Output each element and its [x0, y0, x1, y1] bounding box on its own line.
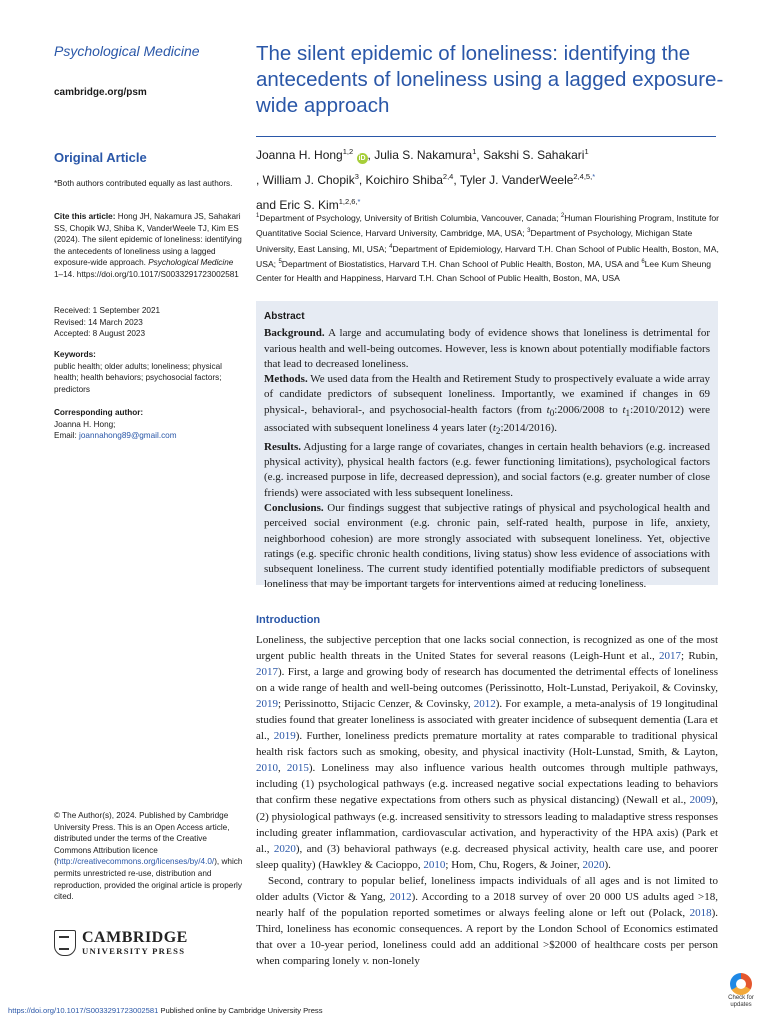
article-dates [54, 305, 244, 340]
author-name: Joanna H. Hong [256, 148, 343, 162]
body-text: Second, contrary to popular belief, loneliness impacts individuals of all ages and is not limited to older adults (Victor & Yang, [256, 874, 718, 903]
affiliation-superscript: 2 [560, 213, 565, 219]
citation-year-link[interactable]: 2017 [659, 650, 682, 663]
accepted-date: Accepted: 8 August 2023 [54, 329, 146, 339]
citation-pages: 1–14. [54, 269, 75, 279]
t2-symbol: t [492, 422, 496, 435]
keywords-block [54, 349, 244, 395]
body-text: ; Perissinotto, Stijacic Cenzer, & Covinsky, [278, 698, 474, 711]
citation-year-link[interactable]: 2015 [286, 762, 309, 775]
citation-year-link[interactable]: 2010 [256, 762, 278, 775]
citation-year-link[interactable]: 2009 [689, 794, 712, 807]
corresponding-star[interactable]: * [357, 197, 361, 206]
affiliation-text: Department of Psychology, Michigan State University, East Lansing, MI, USA; [256, 228, 693, 254]
crest-icon [54, 930, 76, 956]
affiliation-superscript: 3 [527, 228, 531, 235]
citation-block [54, 211, 244, 281]
license-link[interactable]: http://creativecommons.org/licenses/by/4.0/ [56, 857, 215, 867]
t1-subscript: 1 [625, 407, 631, 418]
author-superscript: 2,4,5, [573, 172, 593, 181]
t0-symbol: t [546, 403, 550, 416]
corresponding-author-email [54, 430, 244, 442]
body-text: ). For example, a meta-analysis of 19 longitudinal studies found that greater loneliness is associated with greater incidence of subsequent dementia (Lara et al., [256, 698, 719, 743]
citation-year-link[interactable]: 2019 [256, 698, 278, 711]
journal-name[interactable]: Psychological Medicine [54, 43, 200, 59]
methods-text-d: :2014/2016). [500, 422, 557, 435]
body-text: ). Further, loneliness predicts premature mortality at rates comparable to traditional physical health risk factors such as smoking, obesity, and physical inactivity (Holt-Lunstad, Smith, & Layton, [256, 730, 718, 759]
author-name: William J. Chopik [262, 173, 355, 187]
citation-doi[interactable]: https://doi.org/10.1017/S0033291723002581 [76, 269, 239, 279]
affiliation-text: Department of Epidemiology, Harvard T.H. Chan School of Public Health, Boston, MA, USA; [256, 243, 719, 270]
email-link[interactable]: joannahong89@gmail.com [79, 431, 177, 441]
t2-subscript: 2 [495, 426, 501, 437]
check-for-updates-line2: updates [730, 1002, 752, 1008]
affiliation-text: Department of Biostatistics, Harvard T.H. Chan School of Public Health, Boston, MA, USA and [281, 259, 642, 270]
author-superscript: 1 [584, 147, 589, 156]
methods-label: Methods. [264, 373, 308, 386]
citation-year-link[interactable]: 2010 [423, 858, 446, 871]
citation-year-link[interactable]: 2020 [273, 842, 296, 855]
citation-year-link[interactable]: 2019 [273, 730, 296, 743]
article-title: The silent epidemic of loneliness: identifying the antecedents of loneliness using a lagged exposure-wide approach [256, 42, 724, 117]
page-footer [8, 1006, 323, 1015]
citation-year-link[interactable]: 2012 [389, 890, 412, 903]
author-superscript: 3 [354, 172, 359, 181]
body-text: ). Loneliness may also influence various health outcomes through multiple pathways, including (1) psychological pathways (e.g. increased negative social expectations leading to behaviors that confirm these negative expectations from others such as physical distancing) (Newall et al., [256, 762, 718, 807]
methods-text-a: We used data from the Health and Retirement Study to prospectively evaluate a wide array of candidate predictors of subsequent loneliness. Importantly, we examined if changes in 69 physical-, behavioral-, and psychosocial-health factors (from [264, 373, 710, 416]
check-for-updates-line1: Check for [728, 995, 754, 1001]
conclusions-text: Our findings suggest that subjective ratings of physical and psychological health and perceived social environment (e.g. chronic pain, self-rated health, purpose in life, anxiety, neighborhood cohesion) are more strongly associated with subsequent loneliness. Yet, objective ratings (e.g. specific chronic health conditions, living status) show less evidence of associations with subsequent loneliness. The current study identified potentially modifiable predictors of subsequent loneliness that may be important targets for interventions aimed at reducing loneliness. [264, 501, 710, 591]
methods-text-c: :2010/2012) were associated with subsequent loneliness 4 years later ( [264, 403, 711, 435]
revised-date: Revised: 14 March 2023 [54, 317, 143, 327]
italic-text: v. [362, 954, 370, 967]
corresponding-author-name: Joanna H. Hong; [54, 419, 116, 429]
citation-year-link[interactable]: 2018 [689, 906, 712, 919]
author-name: Julia S. Nakamura [374, 148, 473, 162]
abstract-heading: Abstract [264, 311, 305, 322]
intro-paragraph-2 [256, 873, 718, 969]
check-for-updates-icon [730, 973, 752, 995]
body-text: ; Rubin, [681, 650, 718, 663]
body-text: ), and (3) behavioral pathways (e.g. decreased physical activity, health care use, and poorer sleep quality) (Hawkley & Cacioppo, [256, 842, 718, 871]
affiliation-superscript: 1 [256, 213, 260, 219]
corresponding-author-block [54, 407, 244, 442]
author-superscript: 2,4 [442, 172, 454, 181]
author-superscript: 1,2 [342, 147, 354, 156]
license-notice [54, 810, 244, 903]
citation-journal: Psychological Medicine [148, 258, 234, 268]
background-label: Background. [264, 327, 325, 340]
citation-year-link[interactable]: 2017 [256, 666, 278, 679]
abstract-box [256, 301, 718, 591]
email-label: Email: [54, 431, 77, 441]
keywords-label: Keywords: [54, 350, 96, 359]
footer-doi-link[interactable]: https://doi.org/10.1017/S0033291723002581 [8, 1006, 159, 1015]
abstract-methods [264, 372, 710, 440]
affiliation-superscript: 4 [389, 243, 393, 250]
body-text: Loneliness, the subjective perception that one lacks social connection, is recognized as one of the most urgent public health threats in the United States for several reasons (Leigh-Hunt et al., [256, 634, 718, 663]
intro-paragraph-1 [256, 632, 718, 873]
footer-text: Published online by Cambridge University Press [158, 1006, 323, 1015]
logo-text [82, 930, 188, 956]
journal-site-link[interactable]: cambridge.org/psm [54, 87, 147, 98]
citation-year-link[interactable]: 2012 [473, 698, 496, 711]
body-text: ), (2) physiological pathways (e.g. increased sensitivity to stressors leading to maladaptive stress responses including greater inflammation, cardiovascular activation, and hyperactivity of the HPA axis) (Park et al., [256, 794, 718, 855]
background-text: A large and accumulating body of evidence shows that loneliness is detrimental for various health and well-being outcomes. However, less is known about potentially modifiable factors that lead to decreased loneliness. [264, 327, 710, 370]
body-text: ). [604, 858, 611, 871]
author-name: Sakshi S. Sahakari [483, 148, 585, 162]
abstract-results [264, 440, 710, 501]
logo-wordmark: CAMBRIDGE [82, 929, 188, 946]
author-superscript: 1,2,6, [338, 197, 358, 206]
results-text: Adjusting for a large range of covariates, changes in certain health behaviors (e.g. increased physical activity), physical health factors (e.g. fewer functioning limitations), psychological factors (e.g. increased purpose in life, decreased depression), and social factors (e.g. greater number of close friends) were associated with less subsequent loneliness. [264, 440, 710, 499]
body-text: non-lonely [369, 954, 420, 967]
affiliation-superscript: 6 [641, 259, 645, 266]
article-type: Original Article [54, 150, 147, 165]
affiliation-superscript: 5 [278, 259, 282, 266]
citation-label: Cite this article: [54, 212, 116, 221]
corresponding-star[interactable]: * [592, 172, 596, 181]
body-text: ). First, a large and growing body of research has documented the detrimental effects of loneliness on a wide range of health and well-being outcomes (Perissinotto, Holt-Lunstad, Periyakoil, & Covinsky, [256, 666, 718, 695]
citation-text: Hong JH, Nakamura JS, Sahakari SS, Chopik WJ, Shiba K, VanderWeele TJ, Kim ES (2024). The silent epidemic of loneliness: identifying the antecedents of loneliness using a lagged exposure-wide approach. [54, 212, 242, 268]
license-text-start: © The Author(s), 2024. Published by Cambridge University Press. This is an Open Access article, distributed under the terms of the Creative Commons Attribution licence ( [54, 811, 230, 867]
equal-contribution-note: *Both authors contributed equally as last authors. [54, 179, 233, 188]
orcid-icon[interactable]: iD [358, 155, 366, 162]
affiliation-text: Department of Psychology, University of British Columbia, Vancouver, Canada; [259, 212, 561, 223]
keywords-list: public health; older adults; loneliness; physical health; health behaviors; psychosocial factors; predictors [54, 361, 222, 394]
author-name: Eric S. Kim [279, 198, 339, 212]
introduction-heading: Introduction [256, 614, 321, 626]
affiliation-text: Human Flourishing Program, Institute for Quantitative Social Science, Harvard University, Cambridge, MA, USA; [256, 212, 720, 239]
corresponding-author-label: Corresponding author: [54, 408, 144, 417]
introduction-body [256, 632, 718, 969]
t0-subscript: 0 [549, 407, 555, 418]
author-list: Joanna H. Hong$^{1,2}$ iD , Julia S. Nakamura$^1$, Sakshi S. Sahakari$^1$ , William J. Chopik$^3$, Koichiro Shiba$^{2,4}$, Tyler J. VanderWeele$^{2,4,5,*}$ and Eric S. Kim$^{1,2,6,*}$ [256, 147, 596, 212]
affiliations [256, 210, 724, 285]
citation-year-link[interactable]: 2020 [582, 858, 605, 871]
t1-symbol: t [622, 403, 626, 416]
abstract-background [264, 326, 710, 372]
and-word: and [256, 198, 280, 212]
author-superscript: 1 [472, 147, 477, 156]
author-name: Koichiro Shiba [365, 173, 443, 187]
affiliation-text: Lee Kum Sheung Center for Health and Happiness, Harvard T.H. Chan School of Public Health, Boston, MA, USA [256, 259, 712, 283]
conclusions-label: Conclusions. [264, 501, 324, 514]
abstract-conclusions [264, 501, 710, 593]
body-text: ). According to a 2018 survey of over 20 000 US adults aged >18, nearly half of the population reported sometimes or always feeling alone or left out (Polack, [256, 890, 718, 919]
methods-text-b: :2006/2008 to [554, 403, 623, 416]
license-text-end: ), which permits unrestricted re-use, distribution and reproduction, provided the original article is properly cited. [54, 857, 243, 902]
author-name: Tyler J. VanderWeele [459, 173, 574, 187]
received-date: Received: 1 September 2021 [54, 306, 161, 315]
results-label: Results. [264, 440, 301, 453]
body-text: ; Hom, Chu, Rogers, & Joiner, [445, 858, 583, 871]
logo-subtitle: UNIVERSITY PRESS [82, 946, 186, 956]
title-divider [256, 136, 716, 137]
check-for-updates-badge[interactable] [722, 973, 760, 1017]
cambridge-logo[interactable] [54, 930, 188, 956]
body-text: , [278, 762, 287, 775]
body-text: ). Third, loneliness has economic consequences. A report by the London School of Economics estimated that over a 10-year period, loneliness could add an additional >$2000 of healthcare costs per person when comparing lonely [256, 906, 718, 967]
